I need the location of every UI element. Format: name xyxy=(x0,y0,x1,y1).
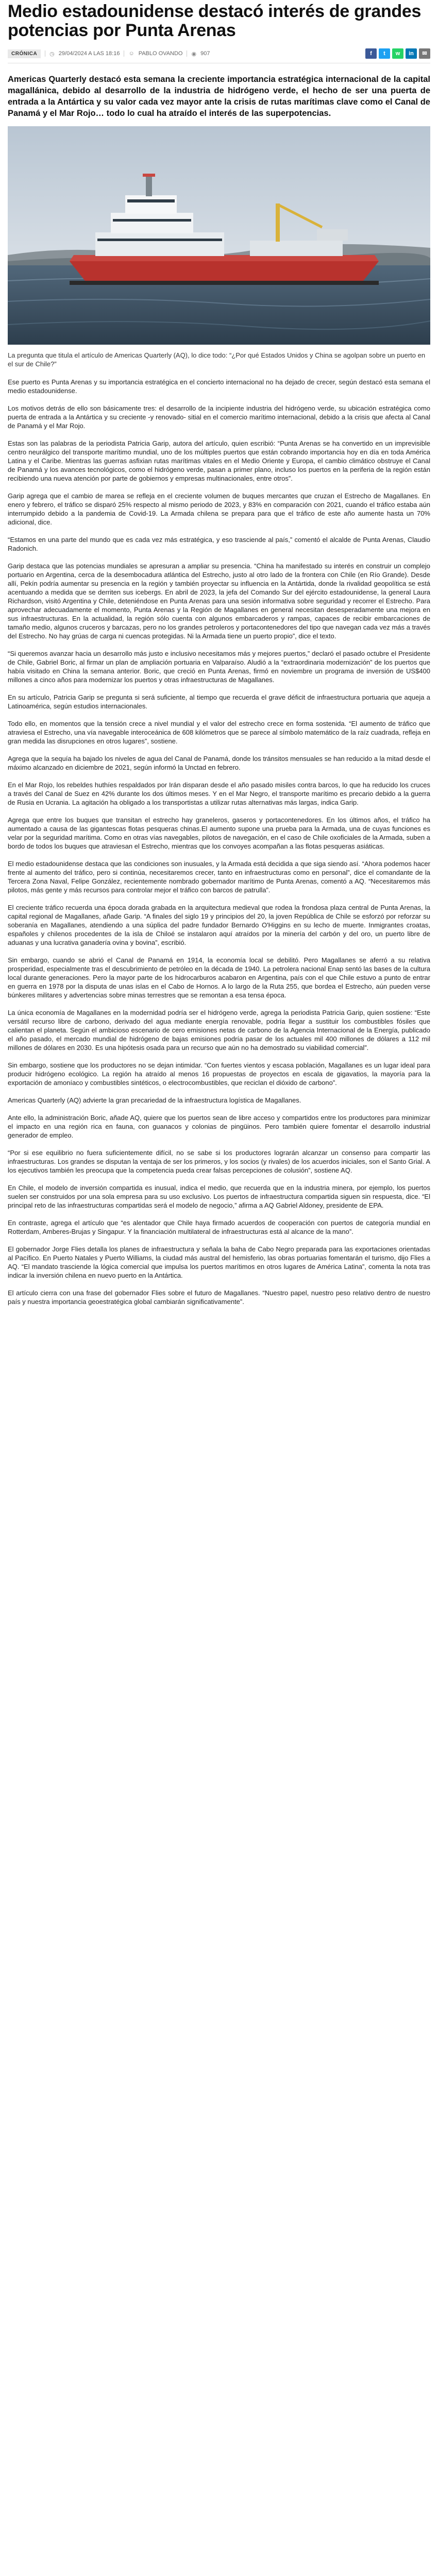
calendar-icon: ◷ xyxy=(49,50,55,57)
body-paragraph: Sin embargo, cuando se abrió el Canal de Panamá en 1914, la economía local se debilitó. Pero Magallanes se aferró a su relativa prosperidad, especialmente tras el descubrimiento de petróleo en la década de 1940. La petrolera nacional Enap sentó las bases de la cultura local durante generaciones. Pero la mayor parte de los hidrocarburos acabaron en Argentina, país con el que Chile estuvo a punto de entrar en guerra en 1978 por la disputa de unas islas en el Cabo de Hornos. A lo largo de la Ruta 255, que bordea el Estrecho, aún pueden verse búnkeres militares y advertencias sobre minas terrestres que se remontan a esa tensa época. xyxy=(8,956,430,999)
user-icon: ☺ xyxy=(128,50,134,57)
body-paragraph: Estas son las palabras de la periodista Patricia Garip, autora del artículo, quien escribió: “Punta Arenas se ha convertido en un imprevisible centro neurálgico del transporte marítimo mundial, uno de los múltiples puertos que están cobrando importancia hoy en día en toda América Latina y el Caribe. Mientras las guerras asfixian rutas marítimas vitales en el Medio Oriente y Europa, el cambio climático obstruye el Canal de Panamá y los avances tecnológicos, como el hidrógeno verde, pasan a primer plano, incluso los puertos en la periferia de la región están recibiendo una nueva atención por parte de gobiernos y empresas multinacionales, entre otros”. xyxy=(8,439,430,482)
body-paragraph: Los motivos detrás de ello son básicamente tres: el desarrollo de la incipiente industria del hidrógeno verde, su ubicación estratégica como puerta de entrada a la Antártica y su creciente -y renovado- sitial en el comercio marítimo internacional, debido a la crisis que afecta al Canal de Panamá y el Mar Rojo. xyxy=(8,404,430,430)
article-date: 29/04/2024 A LAS 18:16 xyxy=(58,50,120,57)
hero-image xyxy=(8,126,430,345)
category-tag[interactable]: CRÓNICA xyxy=(8,49,41,58)
article-page xyxy=(8,2,430,1306)
body-paragraph: Sin embargo, sostiene que los productores no se dejan intimidar. “Con fuertes vientos y escasa población, Magallanes es un lugar ideal para producir hidrógeno ecológico. La región ha atraído al menos 16 propuestas de proyectos en escala de gigavatios, la mayoría para la exportación de amoníaco y combustibles sintéticos, o electrocombustibles, que reciclan el dióxido de carbono”. xyxy=(8,1061,430,1087)
body-paragraph: En el Mar Rojo, los rebeldes huthíes respaldados por Irán disparan desde el año pasado misiles contra barcos, lo que ha reducido los cruces a través del Canal de Suez en 42% durante los dos últimos meses. Y en el Mar Negro, el transporte marítimo es precario debido a la guerra de Rusia en Ucrania. La agitación ha obligado a los transportistas a utilizar rutas alternativas más largas, indica Garip. xyxy=(8,781,430,806)
body-paragraph: El gobernador Jorge Flies detalla los planes de infraestructura y señala la baha de Cabo Negro preparada para las exportaciones orientadas al Pacífico. En Puerto Natales y Puerto Williams, la ciudad más austral del hemisferio, las obras portuarias fomentarán el turismo, dijo Flies a AQ. “El mandato trasciende la lógica comercial que impulsa los puertos marítimos en otros lugares de América Latina”, comenta la nota tras indicar la inversión chilena en nuevo puerto en la Antártica. xyxy=(8,1245,430,1279)
body-paragraph: Agrega que la sequía ha bajado los niveles de agua del Canal de Panamá, donde los tránsitos mensuales se han reducido a la mitad desde el máximo alcanzado en diciembre de 2021, según informó la Unctad en febrero. xyxy=(8,755,430,771)
whatsapp-share-button[interactable]: w xyxy=(392,48,403,59)
body-paragraph: Garip destaca que las potencias mundiales se apresuran a ampliar su presencia. “China ha manifestado su interés en construir un complejo portuario en Argentina, cerca de la desembocadura atlántica del Estrecho, justo al otro lado de la frontera con Chile (en Río Grande). Desde allí, Pekín podría aumentar su presencia en la región y también proyectar su influencia en la Antártida, donde la rivalidad geopolítica se está acentuando a medida que se derriten sus icebergs. En abril de 2023, la jefa del Comando Sur del ejército estadounidense, la general Laura Richardson, visitó Argentina y Chile, deteniéndose en Punta Arenas para una sesión informativa sobre seguridad y recorrer el Estrecho. Para aprovechar adecuadamente el momento, Punta Arenas y la Región de Magallanes en general necesitan desesperadamente una mejora en sus infraestructuras. En la actualidad, la región sólo cuenta con algunos embarcaderos y rampas, capaces de recibir embarcaciones de tamaño medio, algunos cruceros y barcazas, pero no los grandes petroleros y portacontenedores del tipo que navegan cada vez más a través del Estrecho. No hay grúas de carga ni cuencas protegidas. Ni la Armada tiene un puerto propio”, dice el texto. xyxy=(8,562,430,640)
body-paragraph: La única economía de Magallanes en la modernidad podría ser el hidrógeno verde, agrega la periodista Patricia Garip, quien sostiene: “Este versátil recurso libre de carbono, derivado del agua mediante energía renovable, podría llegar a sustituir los combustibles fósiles que calientan el planeta. Según el ambicioso escenario de cero emisiones netas de carbono de la Agencia Internacional de la Energía, publicado el año pasado, el mercado mundial de hidrógeno de bajas emisiones podría pasar de los actuales mil 400 millones de dólares a 112 mil millones de dólares en 2030. Es una hipótesis osada para un recurso que aún no ha demostrado su viabilidad comercial”. xyxy=(8,1009,430,1052)
article-author[interactable]: PABLO OVANDO xyxy=(138,50,183,57)
body-paragraph: “Por si ese equilibrio no fuera suficientemente difícil, no se sabe si los productores lograrán alcanzar un consenso para compartir las infraestructuras. Los grandes se disputan la ventaja de ser los primeros, y los socios (y rivales) de los acuerdos iniciales, son el Santo Grial. A los ejecutivos también les preocupa que la competencia pueda crear falsas percepciones de colusión”, sostiene AQ. xyxy=(8,1149,430,1174)
article-lead: Americas Quarterly destacó esta semana la creciente importancia estratégica internacional de la capital magallánica, debido al desarrollo de la industria de hidrógeno verde, el hecho de ser una puerta de entrada a la Antártica y su valor cada vez mayor ante la crisis de rutas marítimas clave como el Canal de Panamá y el Mar Rojo… todo lo cual ha atraído el interés de las superpotencias. xyxy=(8,75,430,118)
body-paragraph: “Si queremos avanzar hacia un desarrollo más justo e inclusivo necesitamos más y mejores puertos,” declaró el pasado octubre el Presidente de Chile, Gabriel Boric, al firmar un plan de ampliación portuaria en Valparaíso. Aludió a la “extraordinaria modernización” de los puertos que había visitado en China la semana anterior. Boric, que creció en Punta Arenas, firmó en noviembre un programa de inversión de US$400 millones a cinco años para modernizar los puertos y otras infraestructuras de Magallanes. xyxy=(8,650,430,684)
share-buttons xyxy=(365,48,430,59)
body-paragraph: El creciente tráfico recuerda una época dorada grabada en la arquitectura medieval que rodea la frondosa plaza central de Punta Arenas, la capital regional de Magallanes, añade Garip. “A finales del siglo 19 y principios del 20, la joven República de Chile se esforzó por reforzar su soberanía en Magallanes, atendiendo a una súplica del padre fundador Bernardo O'Higgins en su lecho de muerte. Inmigrantes croatas, españoles y chilenos procedentes de la isla de Chiloé se instalaron aquí atraídos por la minería del carbón y del oro, un puerto libre de aduanas y una lucrativa ganadería ovina y bovina”, escribió. xyxy=(8,904,430,946)
body-paragraph: El artículo cierra con una frase del gobernador Flies sobre el futuro de Magallanes. “Nuestro papel, nuestro peso relativo dentro de nuestro país y nuestra importancia geoestratégica global cambiarán significativamente”. xyxy=(8,1289,430,1306)
article-title: Medio estadounidense destacó interés de grandes potencias por Punta Arenas xyxy=(8,2,422,40)
eye-icon: ◉ xyxy=(191,50,197,57)
article-body xyxy=(8,378,430,1306)
body-paragraph: En Chile, el modelo de inversión compartida es inusual, indica el medio, que recuerda que en la industria minera, por ejemplo, los puertos suelen ser construidos por una sola empresa para su uso exclusivo. Los puertos de infraestructura compartida siguen sin respuesta, dice. “El principal reto de las infraestructuras compartidas será el modelo de negocio,” afirma a AQ Gabriel Aldoney, presidente de EPA. xyxy=(8,1184,430,1209)
body-paragraph: Todo ello, en momentos que la tensión crece a nivel mundial y el valor del estrecho crece en forma sostenida. “El aumento de tráfico que atraviesa el Estrecho, una vía navegable interoceánica de 608 kilómetros que se parece al símbolo matemático de la raíz cuadrada, refleja en gran medida las disrupciones en otros lugares”, sostiene. xyxy=(8,720,430,745)
body-paragraph: Ese puerto es Punta Arenas y su importancia estratégica en el concierto internacional no ha dejado de crecer, según destacó esta semana el medio estadounidense. xyxy=(8,378,430,395)
facebook-share-button[interactable]: f xyxy=(365,48,377,59)
email-share-button[interactable]: ✉ xyxy=(419,48,430,59)
article-meta xyxy=(8,45,430,63)
linkedin-share-button[interactable]: in xyxy=(406,48,417,59)
body-paragraph: En su artículo, Patricia Garip se pregunta si será suficiente, al tiempo que recuerda el grave déficit de infraestructura portuaria que aqueja a Latinoamérica, según estudios internacionales. xyxy=(8,693,430,710)
twitter-share-button[interactable]: t xyxy=(379,48,390,59)
body-paragraph: Agrega que entre los buques que transitan el estrecho hay graneleros, gaseros y portacontenedores. En los últimos años, el tráfico ha aumentado a causa de las gigantescas flotas pesqueras chinas.El aumento supone una prueba para la Armada, una de cuyas funciones es velar por la seguridad marítima. Como en otras vías navegables, pilotos de navegación, en el caso de Chile oxoficiales de la Armada, suben a bordo de todos los buques que atraviesan el Estrecho, mientras que los convoyes acompañan a las flotas pesqueras asiáticas. xyxy=(8,816,430,850)
body-paragraph: Garip agrega que el cambio de marea se refleja en el creciente volumen de buques mercantes que cruzan el Estrecho de Magallanes. En enero y febrero, el tráfico se disparó 25% respecto al mismo periodo de 2023, y 83% en comparación con 2021, cuando el tráfico estaba aún interrumpido debido a la pandemia de Covid-19. La Armada chilena se prepara para que el tráfico de este año aumente hasta un 70% adicional, dice. xyxy=(8,492,430,526)
body-paragraph: “Estamos en una parte del mundo que es cada vez más estratégica, y eso trasciende al país,” comentó el alcalde de Punta Arenas, Claudio Radonich. xyxy=(8,536,430,552)
view-count: 907 xyxy=(200,50,210,57)
body-paragraph: Ante ello, la administración Boric, añade AQ, quiere que los puertos sean de libre acceso y compartidos entre los productores para minimizar el impacto en una región rica en fauna, con guanacos y colonias de pingüinos. Pero también quiere fomentar el desarrollo industrial generador de empleo. xyxy=(8,1114,430,1139)
image-caption: La pregunta que titula el artículo de Americas Quarterly (AQ), lo dice todo: “¿Por qué Estados Unidos y China se agolpan sobre un puerto en el sur de Chile?” xyxy=(8,351,426,368)
body-paragraph: En contraste, agrega el artículo que “es alentador que Chile haya firmado acuerdos de cooperación con puertos de categoría mundial en Rotterdam, Amberes-Brujas y Singapur. Y la financiación multilateral de infraestructuras está al alcance de la mano”. xyxy=(8,1219,430,1235)
body-paragraph: El medio estadounidense destaca que las condiciones son inusuales, y la Armada está decidida a que siga siendo así. “Ahora podemos hacer frente al aumento del tráfico, pero si continúa, necesitaremos crecer, tanto en infraestructuras como en personal”, dice el comandante de la Tercera Zona Naval, Felipe González, recientemente nombrado gobernador marítimo de Punta Arenas, comentó a AQ. “Necesitaremos más pilotos, más gente y más recursos para controlar mejor el tráfico con barcos de patrulla”. xyxy=(8,860,430,894)
body-paragraph: Americas Quarterly (AQ) advierte la gran precariedad de la infraestructura logística de Magallanes. xyxy=(8,1096,301,1104)
